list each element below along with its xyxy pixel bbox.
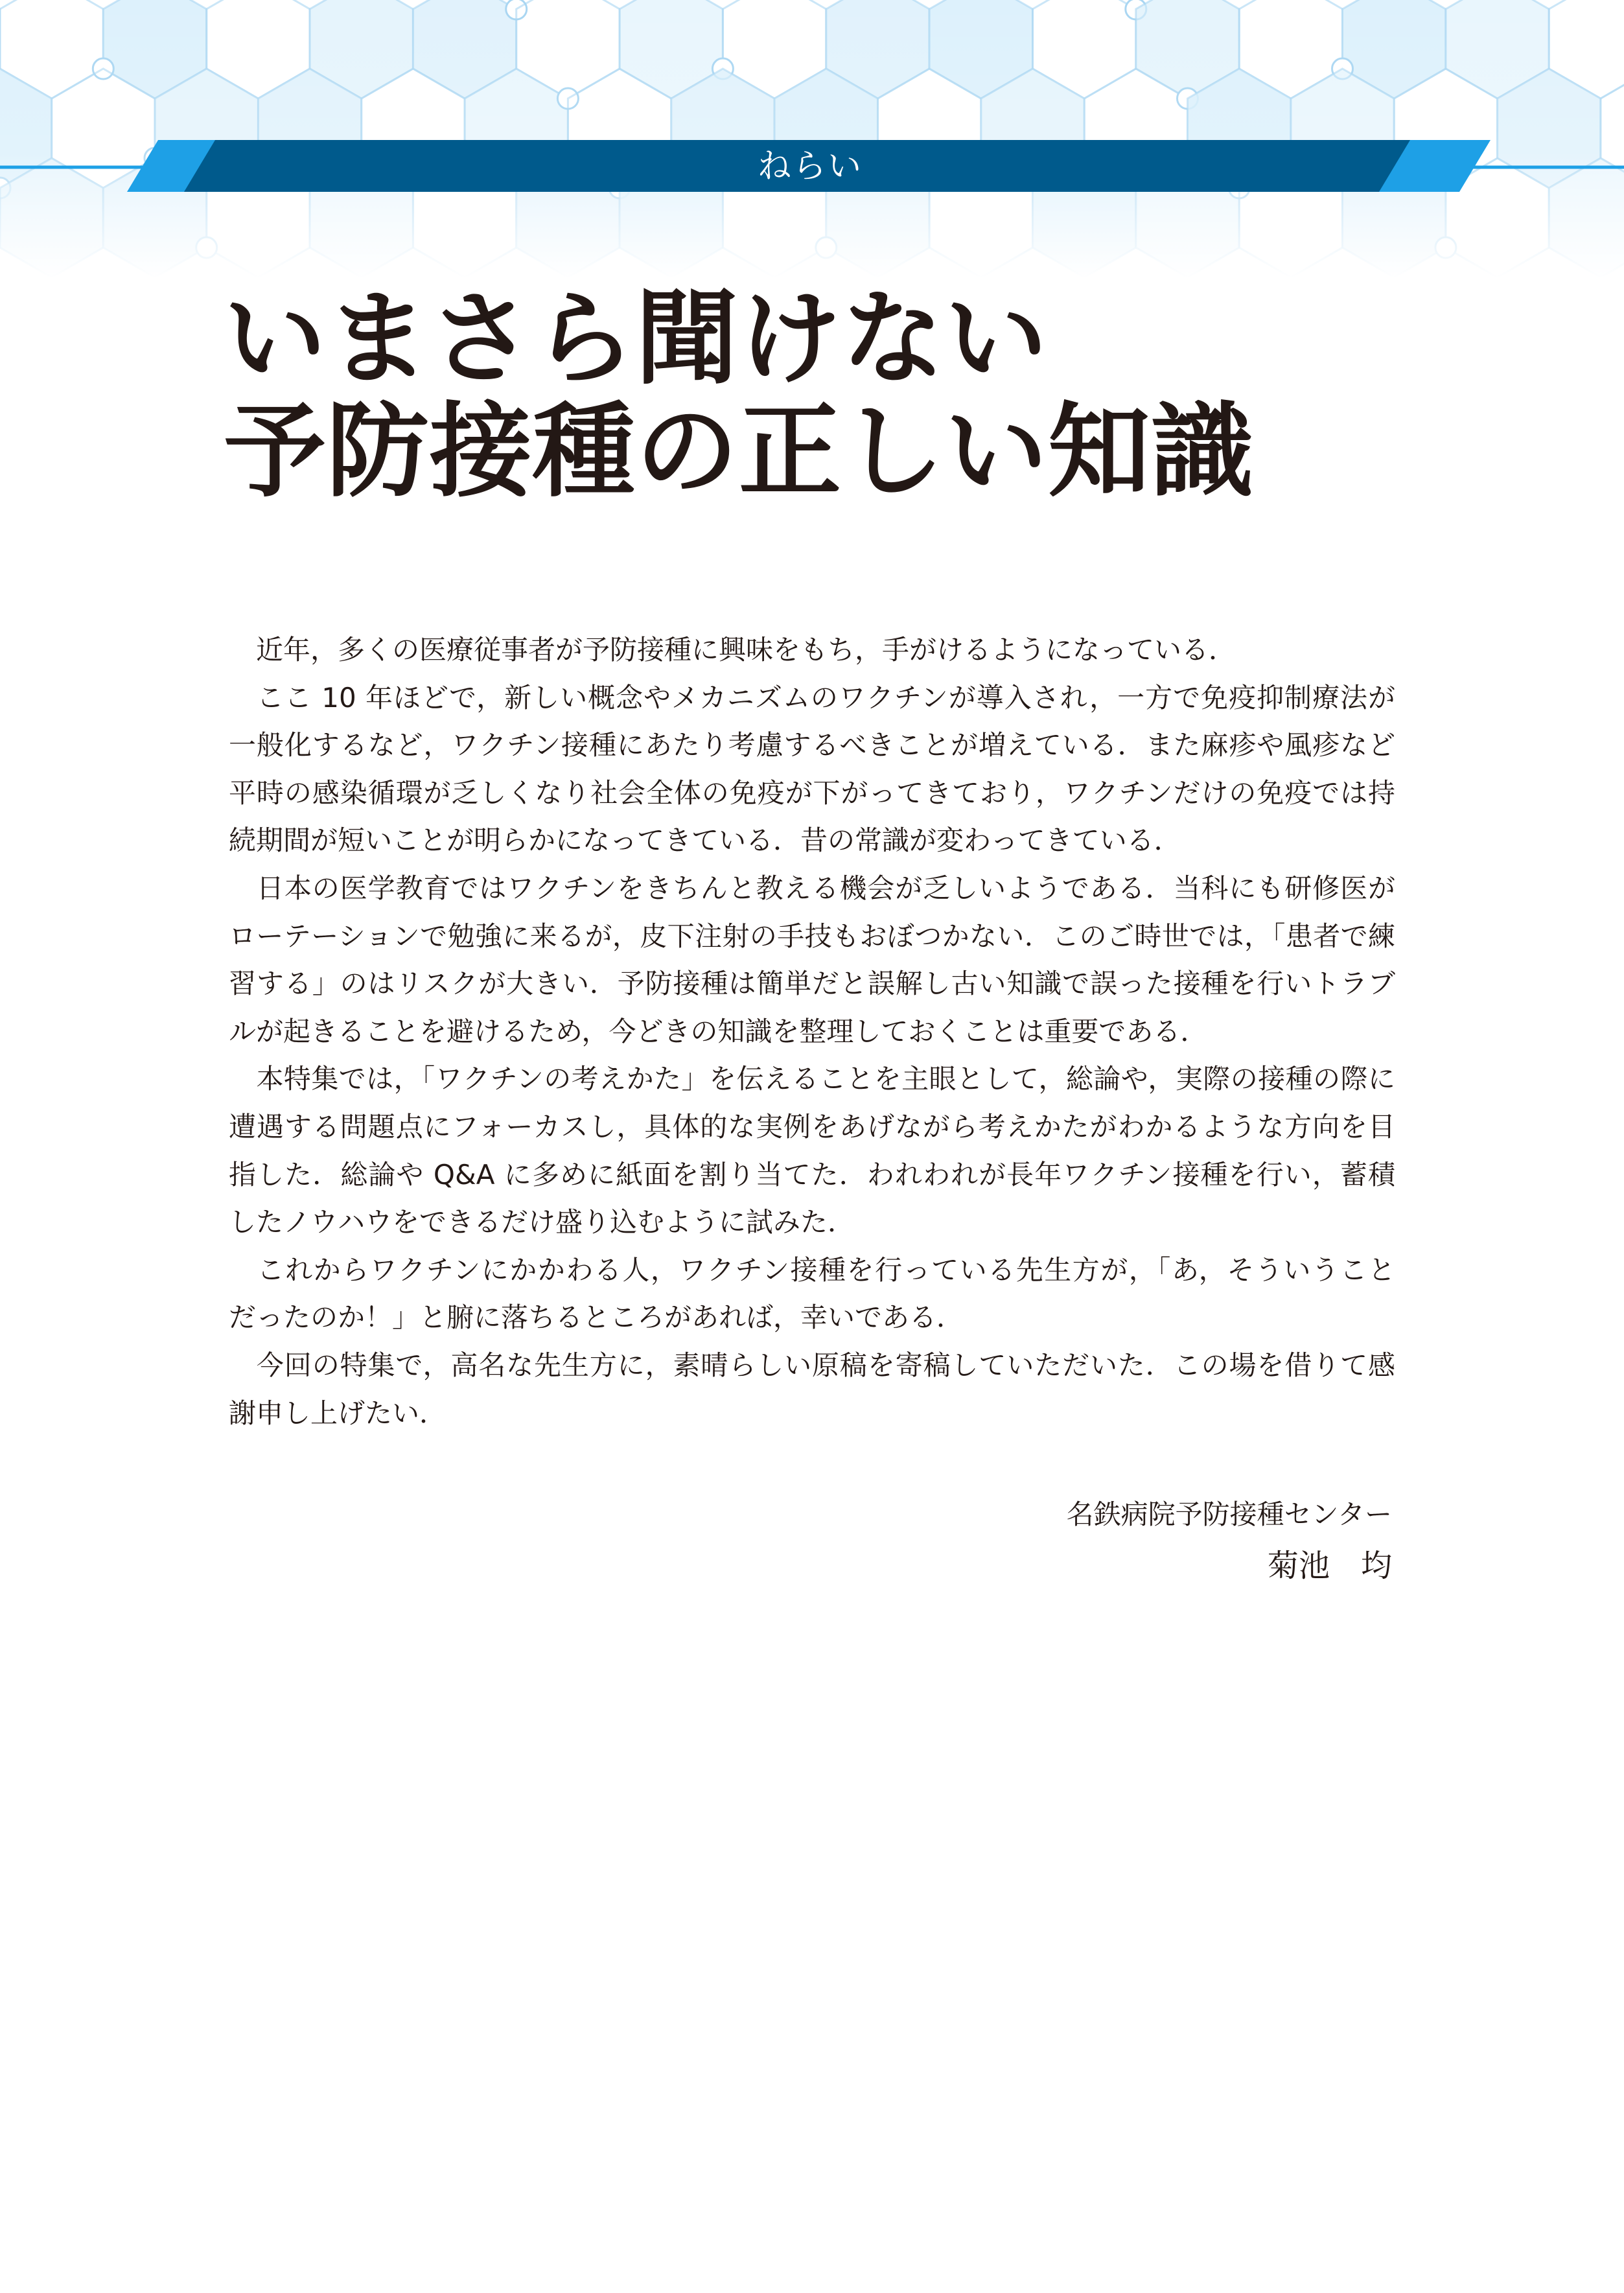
body-line: 今回の特集で，高名な先生方に，素晴らしい原稿を寄稿していただいた．この場を借りて感: [229, 1349, 1395, 1381]
body-line: 謝申し上げたい．: [229, 1397, 447, 1429]
body-line: したノウハウをできるだけ盛り込むように試みた．: [229, 1206, 855, 1239]
body-line: 一般化するなど，ワクチン接種にあたり考慮するべきことが増えている．また麻疹や風疹など: [229, 729, 1395, 762]
banner-label: ねらい: [757, 147, 863, 186]
body-line: 近年，多くの医療従事者が予防接種に興味をもち，手がけるようになっている．: [229, 634, 1236, 666]
body-line: 本特集では，「ワクチンの考えかた」を伝えることを主眼として，総論や，実際の接種の際に: [229, 1063, 1395, 1095]
author-name: 菊池 均: [1267, 1548, 1392, 1584]
body-line: 遭遇する問題点にフォーカスし，具体的な実例をあげながら考えかたがわかるような方向を目: [229, 1111, 1395, 1143]
page-title-line-1: いまさら聞けない: [224, 279, 1048, 399]
body-line: ルが起きることを避けるため，今どきの知識を整理しておくことは重要である．: [229, 1015, 1208, 1047]
body-line: 続期間が短いことが明らかになってきている．昔の常識が変わってきている．: [229, 824, 1181, 857]
body-line: 平時の感染循環が乏しくなり社会全体の免疫が下がってきており，ワクチンだけの免疫では持: [229, 776, 1395, 809]
body-line: 習する」のはリスクが大きい．予防接種は簡単だと誤解し古い知識で誤った接種を行いトラブ: [229, 968, 1395, 1000]
page-title-line-2: 予防接種の正しい知識: [224, 392, 1254, 511]
body-line: ローテーションで勉強に来るが，皮下注射の手技もおぼつかない．このご時世では，「患者で練: [229, 920, 1395, 952]
body-line: これからワクチンにかかわる人，ワクチン接種を行っている先生方が，「あ，そういうこと: [229, 1253, 1395, 1286]
body-line: 日本の医学教育ではワクチンをきちんと教える機会が乏しいようである．当科にも研修医が: [229, 872, 1395, 904]
body-line: だったのか！」と腑に落ちるところがあれば，幸いである．: [229, 1301, 964, 1334]
body-line: ここ 10 年ほどで，新しい概念やメカニズムのワクチンが導入され，一方で免疫抑制療法が: [229, 681, 1395, 714]
author-organization: 名鉄病院予防接種センター: [1066, 1498, 1392, 1530]
body-line: 指した．総論や Q&A に多めに紙面を割り当てた．われわれが長年ワクチン接種を行い，蓄積: [229, 1158, 1395, 1191]
